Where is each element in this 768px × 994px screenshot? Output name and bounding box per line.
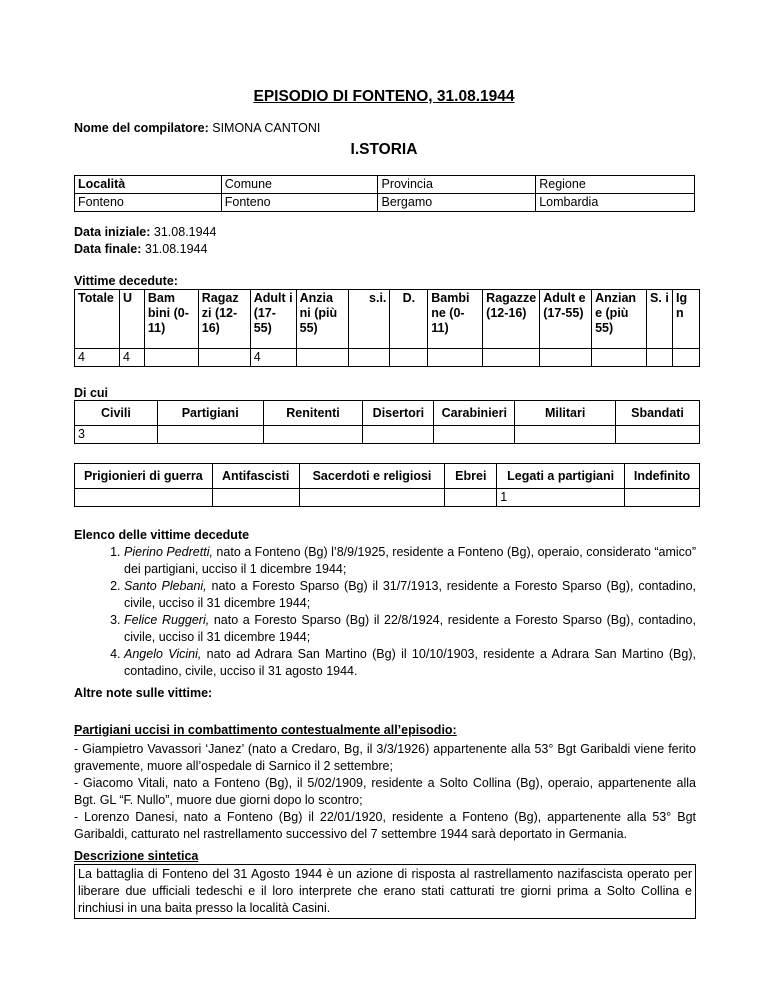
cv-civili: 3 — [75, 426, 158, 444]
victims-list-title: Elenco delle vittime decedute — [74, 528, 250, 542]
vh-d: D. — [390, 290, 428, 349]
list-item — [124, 544, 696, 578]
vh-totale: Totale — [75, 290, 120, 349]
vv-d — [390, 349, 428, 367]
vv-ragazze — [483, 349, 540, 367]
cv-prigionieri — [75, 489, 213, 507]
vv-adulti: 4 — [250, 349, 296, 367]
other-notes-label: Altre note sulle vittime: — [74, 686, 213, 700]
vh-ragazze: Ragazze (12-16) — [483, 290, 540, 349]
vv-anziani — [296, 349, 348, 367]
vv-adulte — [540, 349, 592, 367]
list-item — [124, 612, 696, 646]
victim-name: Pierino Pedretti, — [124, 545, 213, 559]
header-provincia: Provincia — [378, 176, 536, 194]
ch-ebrei: Ebrei — [445, 464, 497, 489]
list-item — [124, 578, 696, 612]
vh-anziane: Anzian e (più 55) — [592, 290, 647, 349]
header-localita: Località — [75, 176, 222, 194]
compiler-name: SIMONA CANTONI — [212, 121, 321, 135]
ch-disertori: Disertori — [363, 401, 434, 426]
vh-si-f: S. i — [647, 290, 673, 349]
ch-renitenti: Renitenti — [263, 401, 363, 426]
vv-si-f — [647, 349, 673, 367]
cv-disertori — [363, 426, 434, 444]
victims-list — [74, 544, 696, 680]
start-date-value: 31.08.1944 — [153, 225, 217, 239]
ch-antifascisti: Antifascisti — [212, 464, 299, 489]
category-value-row-1 — [75, 426, 700, 444]
victim-name: Santo Plebani, — [124, 579, 207, 593]
victims-header-row — [75, 290, 700, 349]
cv-militari — [515, 426, 616, 444]
header-regione: Regione — [536, 176, 695, 194]
victim-details: nato a Foresto Sparso (Bg) il 31/7/1913, residente a Foresto Sparso (Bg), contadino, civile, ucciso il 31 dicembre 1944; — [124, 579, 697, 610]
end-date-value: 31.08.1944 — [144, 242, 208, 256]
compiler-label: Nome del compilatore: — [74, 121, 209, 135]
start-date-label: Data iniziale: — [74, 225, 151, 239]
cv-ebrei — [445, 489, 497, 507]
vv-totale: 4 — [75, 349, 120, 367]
vh-adulte: Adult e (17-55) — [540, 290, 592, 349]
partisan-entry: - Lorenzo Danesi, nato a Fonteno (Bg) il 22/01/1920, residente a Fonteno (Bg), appartenente alla 53° Bgt Garibaldi, catturato nel rastrellamento successivo del 7 settembre 1944 sarà deportato in Germania. — [74, 810, 696, 841]
category-value-row-2 — [75, 489, 700, 507]
category-table-1 — [74, 400, 700, 444]
victims-value-row — [75, 349, 700, 367]
value-regione: Lombardia — [536, 194, 695, 212]
cv-legati: 1 — [497, 489, 625, 507]
ch-militari: Militari — [515, 401, 616, 426]
ch-civili: Civili — [75, 401, 158, 426]
vh-adulti: Adult i (17-55) — [250, 290, 296, 349]
compiler-line — [74, 121, 320, 135]
partisans-title: Partigiani uccisi in combattimento contestualmente all’episodio: — [74, 723, 457, 737]
vh-ragazzi: Ragaz zi (12-16) — [198, 290, 250, 349]
ch-prigionieri: Prigionieri di guerra — [75, 464, 213, 489]
vh-anziani: Anzia ni (più 55) — [296, 290, 348, 349]
partisan-entry: - Giampietro Vavassori ‘Janez’ (nato a Credaro, Bg, il 3/3/1926) appartenente alla 53° Bgt Garibaldi viene ferito gravemente, muore all’ospedale di Sarnico il 2 settembre; — [74, 742, 696, 773]
description-box: La battaglia di Fonteno del 31 Agosto 1944 è un azione di risposta al rastrellamento nazifascista operato per liberare due ufficiali tedeschi e il loro interprete che erano stati catturati tre giorni prima a Solto Collina e rinchiusi in una baita presso la località Casini. — [74, 864, 696, 919]
vh-ign: Ig n — [672, 290, 699, 349]
dates-block — [74, 224, 216, 258]
vv-anziane — [592, 349, 647, 367]
list-item — [124, 646, 696, 680]
header-comune: Comune — [221, 176, 378, 194]
vv-bambini — [144, 349, 198, 367]
victim-name: Angelo Vicini, — [124, 647, 202, 661]
end-date-label: Data finale: — [74, 242, 142, 256]
cv-carabinieri — [434, 426, 515, 444]
vh-u: U — [119, 290, 144, 349]
location-value-row — [75, 194, 695, 212]
ch-sbandati: Sbandati — [616, 401, 700, 426]
end-date — [74, 241, 216, 258]
cv-renitenti — [263, 426, 363, 444]
vv-ragazzi — [198, 349, 250, 367]
value-localita: Fonteno — [75, 194, 222, 212]
category-header-row-2 — [75, 464, 700, 489]
vh-bambini: Bam bini (0-11) — [144, 290, 198, 349]
vh-bambine: Bambi ne (0-11) — [428, 290, 483, 349]
vv-si — [348, 349, 390, 367]
category-table-2 — [74, 463, 700, 507]
cv-sbandati — [616, 426, 700, 444]
vv-ign — [672, 349, 699, 367]
ch-sacerdoti: Sacerdoti e religiosi — [299, 464, 445, 489]
section-title: I.STORIA — [350, 141, 418, 158]
location-table — [74, 175, 695, 212]
cv-antifascisti — [212, 489, 299, 507]
page-title: EPISODIO DI FONTENO, 31.08.1944 — [253, 88, 515, 105]
value-provincia: Bergamo — [378, 194, 536, 212]
victims-table — [74, 289, 700, 367]
ch-legati: Legati a partigiani — [497, 464, 625, 489]
victim-details: nato ad Adrara San Martino (Bg) il 10/10/1903, residente a Adrara San Martino (Bg), contadino, civile, ucciso il 31 agosto 1944. — [124, 647, 696, 678]
vv-u: 4 — [119, 349, 144, 367]
victim-name: Felice Ruggeri, — [124, 613, 210, 627]
ch-indefinito: Indefinito — [625, 464, 700, 489]
description-title: Descrizione sintetica — [74, 849, 199, 863]
cv-sacerdoti — [299, 489, 445, 507]
cv-partigiani — [157, 426, 263, 444]
category-header-row-1 — [75, 401, 700, 426]
partisan-entry: - Giacomo Vitali, nato a Fonteno (Bg), il 5/02/1909, residente a Solto Collina (Bg), operaio, appartenente alla Bgt. GL “F. Nullo”, muore due giorni dopo lo scontro; — [74, 776, 696, 807]
victims-label: Vittime decedute: — [74, 274, 178, 288]
partisans-list — [74, 741, 696, 843]
vh-si: s.i. — [348, 290, 390, 349]
location-header-row — [75, 176, 695, 194]
victim-details: nato a Fonteno (Bg) l’8/9/1925, residente a Fonteno (Bg), operaio, considerato “amico” dei partigiani, ucciso il 1 dicembre 1944; — [124, 545, 696, 576]
victim-details: nato a Foresto Sparso (Bg) il 22/8/1924, residente a Foresto Sparso (Bg), contadino, civile, ucciso il 31 dicembre 1944; — [124, 613, 696, 644]
start-date — [74, 224, 216, 241]
ch-partigiani: Partigiani — [157, 401, 263, 426]
value-comune: Fonteno — [221, 194, 378, 212]
di-cui-label: Di cui — [74, 386, 109, 400]
ch-carabinieri: Carabinieri — [434, 401, 515, 426]
cv-indefinito — [625, 489, 700, 507]
vv-bambine — [428, 349, 483, 367]
